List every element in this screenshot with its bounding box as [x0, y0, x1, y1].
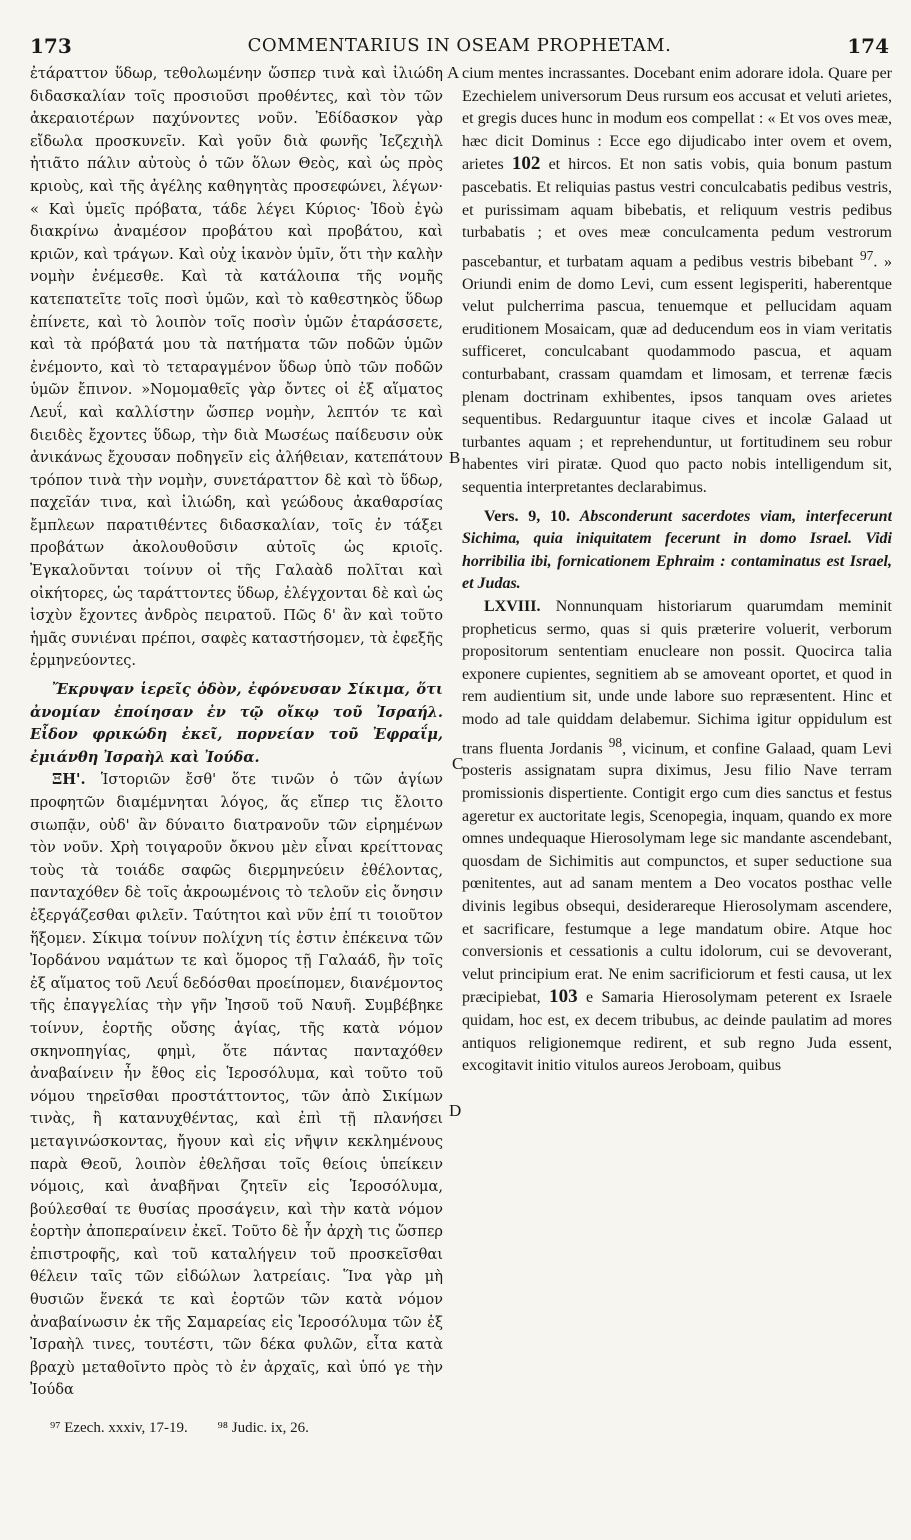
greek-paragraph-2	[30, 769, 443, 1402]
latin-paragraph-1a: cium mentes incrassantes. Docebant enim adorare idola. Quare per Ezechielem universorum Deus rursum eos accusat et veluti arietes, et gregis duces hunc in modum eos compellat : « Et vos oves meæ, hæc dicit Dominus : Ecce ego dijudicabo inter ovem et ovem, arietes	[462, 65, 892, 174]
greek-verse: Ἔκρυψαν ἱερεῖς ὁδὸν, ἐφόνευσαν Σίκιμα, ὅτι ἀνομίαν ἐποίησαν ἐν τῷ οἴκῳ τοῦ Ἰσραήλ. Εἶδον φρικώδη ἐκεῖ, πορνείαν τοῦ Ἐφραΐμ, ἐμιάνθη Ἰσραὴλ καὶ Ἰούδα.	[30, 681, 443, 766]
greek-section-number: ΞΗ'.	[52, 771, 86, 789]
latin-verse-label: Vers. 9, 10.	[484, 507, 570, 525]
footnotes	[50, 1420, 335, 1437]
footnote-ref-98: 98	[608, 734, 623, 750]
latin-paragraph-1c: . » Oriundi enim de domo Levi, cum essent legisperiti, haberentque velut pulcherrima pascua, tenuemque et pellucidam aquam eruditionem Mosaicam, quæ ad deducendum eos in viam veritatis sufficeret, conculcabant quodammodo pascua, et aquam conturbabant, crassam quamdam et limosam, et terrenæ fæcis plenam doctrinam exhibentes, ipsos tanquam oves arietes sequentibus. Redarguuntur itaque cives et incolæ Galaad ut turbantes aquam ; et reprehenduntur, ut fortitudinem seu robur habentes viri piratæ. Quod quo pacto nobis intelligendum sit, sequentia interpretantes declarabimus.	[462, 253, 892, 497]
latin-verse	[462, 506, 892, 596]
margin-letter-b: B	[449, 448, 461, 467]
running-header	[30, 34, 889, 60]
footnote-ref-97: 97	[860, 247, 874, 263]
latin-section-number: LXVIII.	[484, 597, 541, 615]
latin-paragraph-2	[462, 596, 892, 1078]
margin-letter-a: A	[447, 63, 460, 82]
margin-letter-c: C	[452, 754, 464, 773]
column-marker-102: 102	[511, 153, 541, 175]
greek-column	[30, 63, 443, 1407]
latin-paragraph-2a: Nonnunquam historiarum quarumdam meminit propheticus sermo, quas si quis præterire voluerit, verborum propositorum sententiam enucleare non possit. Quocirca talia exponere cupientes, segnitiem ab se amoveant oportet, et quod in rem audientium sit, unde unde labore suo repræsentent. Hinc et modo ad tale quiddam delabemur. Sichima igitur oppidulum est trans fluenta Jordanis	[462, 597, 892, 757]
margin-letter-d: D	[449, 1101, 462, 1120]
latin-paragraph-1b: et hircos. Et non satis vobis, quia bonum pastum pascebatis. Et reliquias pastus vestri conculcabatis pedibus vestris, et purissimam aquam bibebatis, et reliquum vestris pedibus turbabatis ; et oves meæ conculcamenta pedum vestrorum pascebantur, et turbatam aquam a pedibus vestris bibebant	[462, 156, 892, 271]
column-marker-103: 103	[549, 986, 578, 1008]
page-number-left: 173	[30, 34, 72, 58]
latin-paragraph-2b: , vicinum, et confine Galaad, quam Levi posteris assignatam supra diximus, Jesu filio Nave terram promissionis dispertiente. Contigit ergo cum dies sanctus et festus ageretur ex auctoritate legis, Scenopegia, inquam, quando ex more omnes undequaque Hierosolymam lege sic mandante ascendebant, quosdam de Sichimitis aut compunctos, et super seductione sua pœnitentes, aut ad sanam mentem a Deo vocatos posthac velle divinis legibus obsequi, desiderareque Hierosolymam ascendere, et sacrificare, festumque a lege mandatum obire. Atque hoc conversionis et cessationis a cultu idolorum, cui se devoverant, velut principium erat. Ne enim sacrificiorum et festi causa, ut lex præcipiebat,	[462, 739, 892, 1007]
greek-paragraph-2-text: Ἱστοριῶν ἔσθ' ὅτε τινῶν ὁ τῶν ἁγίων προφητῶν διαμέμνηται λόγος, ἅς εἴπερ τις ἔλοιτο σιωπᾷν, οὐδ' ἂν δύναιτο διατρανοῦν τῶν εἰρημένων τὸν νοῦν. Χρὴ τοιγαροῦν ὄκνου μὲν εἶναι κρείττονας τοὺς τὰ τοιάδε σαφῶς διερμηνεύειν ἐθέλοντας, πανταχόθεν δὲ τοῖς ἀκροωμένοις τὸ τελοῦν εἰς ὄνησιν ἐξεργάζεσθαι φιλεῖν. Ταύτητοι καὶ νῦν ἐπί τι τοιοῦτον ἥξομεν. Σίκιμα τοίνυν πολίχνη τίς ἐστιν ἐπέκεινα τῶν Ἰορδάνου ναμάτων τε καὶ ὅμορος τῇ Γαλαάδ, ἣν τοῖς ἐξ αἵματος τοῦ Λευΐ δεδόσθαι προείπομεν, διανέμοντος τῆς ἐπαγγελίας τὴν γῆν Ἰησοῦ τοῦ Ναυῆ. Συμβέβηκε τοίνυν, ἑορτῆς οὔσης ἁγίας, τῆς κατὰ νόμον σκηνοπηγίας, φημὶ, ὅτε πάντας πανταχόθεν ἀναβαίνειν ἦν ἔθος εἰς Ἱεροσόλυμα, καὶ τοῦτο τοῦ νόμου τηρεῖσθαι προστάττοντος, τῶν ἀπὸ Σικίμων τινὰς, ἢ κατανυχθέντας, καὶ ἐπὶ τῇ πλανήσει μεταγινώσκοντας, ἤγουν καὶ εἰς νῆψιν κεκλημένους παρὰ Θεοῦ, λοιπὸν ἐθελῆσαι τοῖς θείοις ὑπείκειν νόμοις, καὶ ἀναβῆναι ζητεῖν εἰς Ἱεροσόλυμα, βούλεσθαί τε θυσίας προσάγειν, καὶ τὴν κατὰ νόμον ἑορτὴν ἀποπεραίνειν ἐκεῖ. Τοῦτο δὲ ἦν ἀρχὴ τις ὥσπερ ἐπιστροφῆς, καὶ τοῦ καταλήγειν τοῦ προσκεῖσθαι θέλειν ταῖς τῶν εἰδώλων λατρείαις. Ἵνα γὰρ μὴ θυσιῶν ἕνεκά τε καὶ ἑορτῶν τῶν κατὰ νόμον ἀναβαίνωσιν ἐκ τῆς Σαμαρείας εἰς Ἱεροσόλυμα τῶν ἐξ Ἰσραὴλ τινες, τουτέστι, τῶν δέκα φυλῶν, εἶτα κατὰ βραχὺ μεταθοῖντο πρὸς τὸ ἐν ἀρχαῖς, καὶ ὑπό γε τὴν Ἰούδα	[30, 771, 443, 1399]
latin-column	[462, 63, 892, 1407]
latin-paragraph-1	[462, 63, 892, 500]
latin-paragraph-2c: e Samaria Hierosolymam peterent ex Israele quidam, hoc est, ex decem tribubus, ac deinde paulatim ad mores antiquos religionemque redirent, et sub regno Juda essent, excogitavit initio vitulos aureos Jeroboam, quibus	[462, 989, 892, 1075]
page-number-right: 174	[847, 34, 889, 58]
footnote-98: ⁹⁸ Judic. ix, 26.	[217, 1420, 309, 1436]
latin-verse-text: Absconderunt sacerdotes viam, interfecerunt Sichima, quia iniquitatem fecerunt in domo Israel. Vidi horribilia ibi, fornicationem Ephraim : contaminatus est Israel, et Judas.	[462, 507, 892, 593]
greek-paragraph-1: ἐτάραττον ὕδωρ, τεθολωμένην ὥσπερ τινὰ καὶ ἰλιώδη διδασκαλίαν τοῖς προσιοῦσι προθέντες, καὶ τὸν τῶν ἀκεραιοτέρων παχύνοντες νοῦν. Ἐδίδασκον γὰρ εἴδωλα προσκυνεῖν. Καὶ γοῦν διὰ φωνῆς Ἰεζεχιὴλ ἠτιᾶτο πάλιν αὐτοὺς ὁ τῶν ὅλων Θεὸς, καὶ ὡς πρὸς κριοὺς, καὶ τῆς ἀγέλης καθηγητὰς προσεφώνει, λέγων· « Καὶ ὑμεῖς πρόβατα, τάδε λέγει Κύριος· Ἰδοὺ ἐγὼ διακρίνω ἀναμέσον προβάτου καὶ προβάτου, καὶ κριῶν, καὶ τράγων. Καὶ οὐχ ἱκανὸν ὑμῖν, ὅτι τὴν καλὴν νομὴν ἐνέμεσθε. Καὶ τὰ κατάλοιπα τῆς νομῆς κατεπατεῖτε τοῖς ποσὶ ὑμῶν, καὶ τὸ καθεστηκὸς ὕδωρ ἐπίνετε, καὶ τὸ λοιπὸν τοῖς ποσὶν ὑμῶν ἐταράσσετε, καὶ τὰ πρόβατά μου τὰ πατήματα τῶν ποδῶν ὑμῶν ἐνέμοντο, καὶ τὸ τεταραγμένον ὕδωρ ὑπὸ τῶν ποδῶν ὑμῶν ἔπινον. »Νομομαθεῖς γὰρ ὄντες οἱ ἐξ αἵματος Λευΐ, καὶ καλλίστην ὥσπερ νομὴν, λεπτόν τε καὶ διειδὲς ἔχοντες ὕδωρ, τὴν διὰ Μωσέως παίδευσιν οὐκ ἀνικάνως ἔχουσαν ποδηγεῖν εἰς ἀλήθειαν, κατεπάτουν τρόπον τινὰ τὴν νομὴν, συνετάραττον δὲ καὶ τὸ ὕδωρ, παχεῖάν τινα, καὶ ἰλιώδη, καὶ γεώδους ἀκαθαρσίας ἔμπλεων παρατιθέντες διδασκαλίαν, τοῖς ἐν τάξει προβάτων ἀκολουθοῦσιν αὐτοῖς ὡς κριοῖς. Ἐγκαλοῦνται τοίνυν οἱ τῆς Γαλαὰδ πολῖται καὶ οἰκήτορες, ὡς ταράττοντες ὕδωρ, ἐλέγχονται δὲ καὶ ὡς ἰσχὺν ἔχοντες ἀνδρὸς πειρατοῦ. Πῶς δ' ἂν καὶ τοῦτο ἡμᾶς συνιέναι πρέποι, σαφὲς καταστήσομεν, τὰ ἐφεξῆς ἑρμηνεύοντες.	[30, 65, 443, 670]
running-title: COMMENTARIUS IN OSEAM PROPHETAM.	[247, 35, 672, 56]
footnote-97: ⁹⁷ Ezech. xxxiv, 17-19.	[50, 1420, 188, 1436]
